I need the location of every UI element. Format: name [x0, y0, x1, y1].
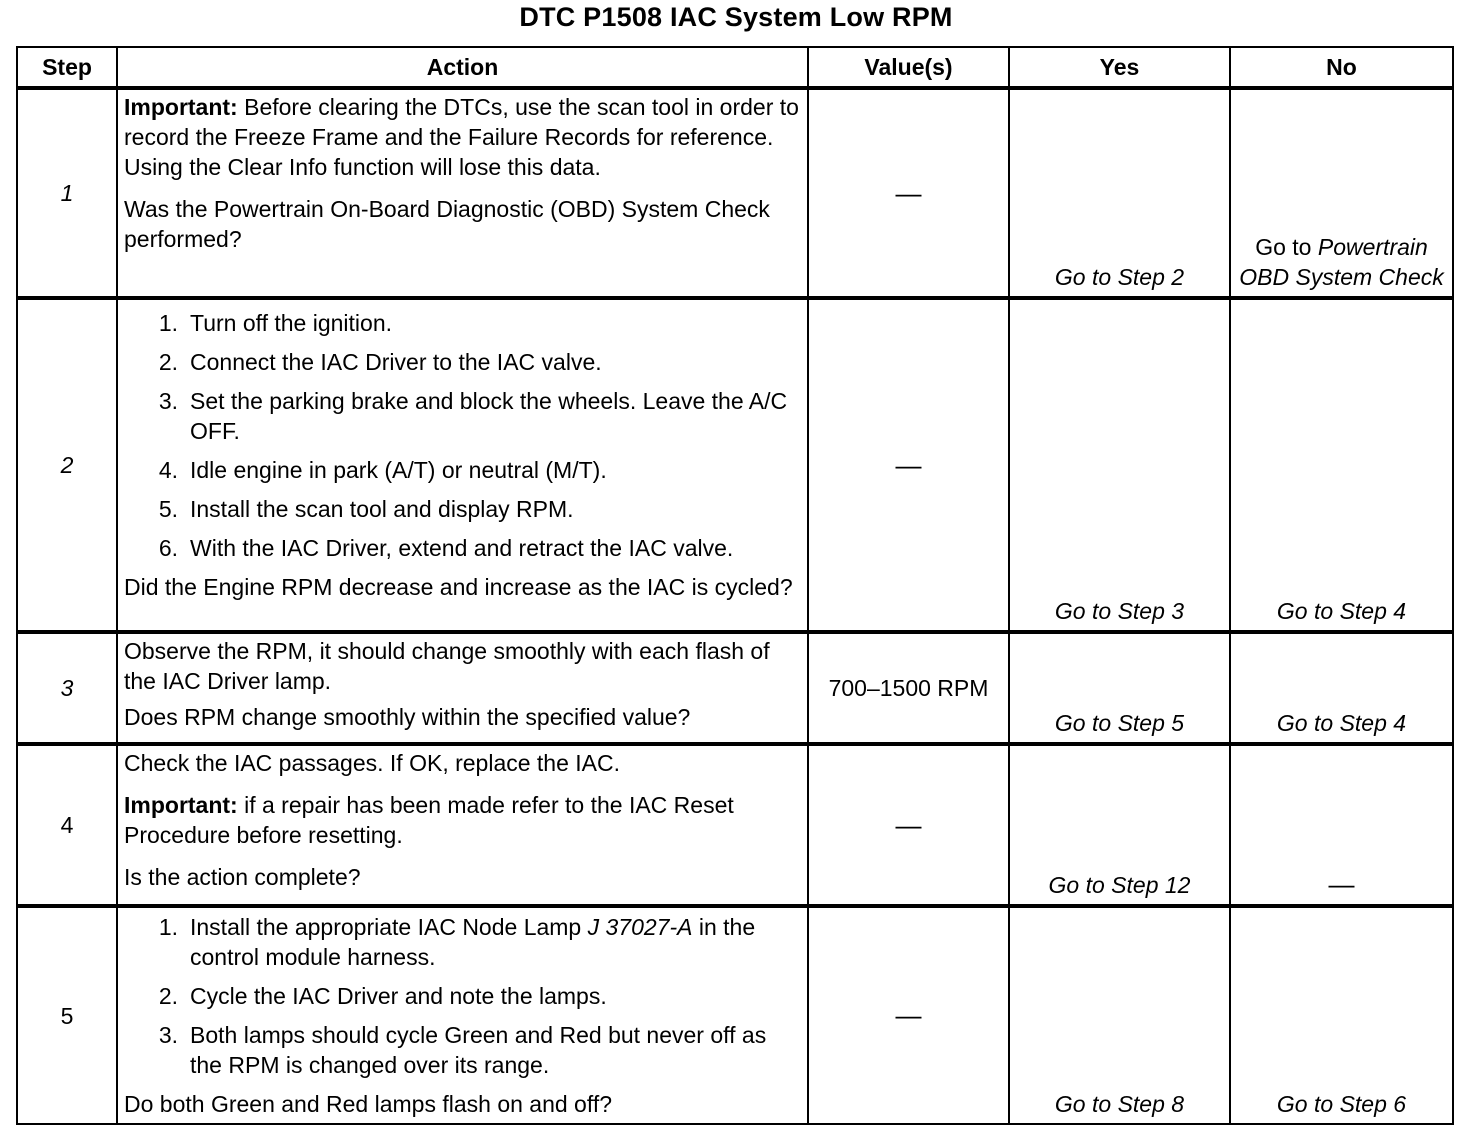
table-row: [17, 88, 1453, 298]
important-text: Before clearing the DTCs, use the scan tool in order to record the Freeze Frame and the Failure Records for reference. Using the Clear Info function will lose this data.: [124, 94, 799, 180]
header-step: Step: [17, 47, 117, 88]
value-cell: [808, 88, 1009, 298]
yes-link[interactable]: Go to Step 2: [1009, 88, 1230, 298]
action-cell: [117, 906, 808, 1124]
value-cell: [808, 906, 1009, 1124]
table-row: [17, 906, 1453, 1124]
no-link-prefix: Go to: [1255, 234, 1318, 260]
step-number: 1: [17, 88, 117, 298]
action-question: Does RPM change smoothly within the specified value?: [124, 704, 691, 730]
diagnostic-table: [16, 46, 1454, 1125]
important-label: Important:: [124, 792, 238, 818]
value-text: —: [895, 177, 922, 208]
no-link-target: Powertrain OBD System Check: [1239, 234, 1444, 290]
action-cell: [117, 632, 808, 744]
action-cell: [117, 88, 808, 298]
table-row: [17, 632, 1453, 744]
header-values: Value(s): [808, 47, 1009, 88]
yes-link[interactable]: Go to Step 8: [1009, 906, 1230, 1124]
value-cell: [808, 298, 1009, 632]
header-yes: Yes: [1009, 47, 1230, 88]
page-title: DTC P1508 IAC System Low RPM: [519, 2, 953, 32]
important-note: [124, 790, 801, 850]
no-link[interactable]: Go to Step 6: [1230, 906, 1453, 1124]
tool-part-number: J 37027-A: [587, 914, 693, 940]
important-text: if a repair has been made refer to the IAC Reset Procedure before resetting.: [124, 792, 734, 848]
procedure-list: [124, 912, 801, 1080]
step-number: 3: [17, 632, 117, 744]
important-label: Important:: [124, 94, 238, 120]
list-item: 5. Install the scan tool and display RPM.: [158, 496, 574, 522]
procedure-list: [124, 308, 801, 563]
list-item: 3. Both lamps should cycle Green and Red but never off as the RPM is changed over its range.: [158, 1022, 767, 1078]
list-item: 1. Install the appropriate IAC Node Lamp J 37027-A in the control module harness.: [158, 914, 756, 970]
no-link: [1230, 744, 1453, 906]
action-cell: [117, 744, 808, 906]
header-row: [17, 47, 1453, 88]
yes-link[interactable]: Go to Step 5: [1009, 632, 1230, 744]
yes-link[interactable]: Go to Step 12: [1009, 744, 1230, 906]
step-number: 5: [17, 906, 117, 1124]
action-question: Is the action complete?: [124, 864, 361, 890]
table-row: [17, 298, 1453, 632]
value-cell: [808, 744, 1009, 906]
action-question: Did the Engine RPM decrease and increase as the IAC is cycled?: [124, 574, 793, 600]
action-cell: [117, 298, 808, 632]
list-item: 4. Idle engine in park (A/T) or neutral (M/T).: [158, 457, 607, 483]
no-link[interactable]: [1230, 88, 1453, 298]
list-item: 2. Connect the IAC Driver to the IAC valve.: [158, 349, 602, 375]
yes-link[interactable]: Go to Step 3: [1009, 298, 1230, 632]
header-no: No: [1230, 47, 1453, 88]
important-note: [124, 92, 801, 182]
value-text: —: [895, 809, 922, 840]
value-cell: [808, 632, 1009, 744]
no-dash: —: [1328, 869, 1355, 899]
action-question: Was the Powertrain On-Board Diagnostic (OBD) System Check performed?: [124, 196, 770, 252]
action-text: Check the IAC passages. If OK, replace the IAC.: [124, 750, 621, 776]
step-number: 4: [17, 744, 117, 906]
action-question: Do both Green and Red lamps flash on and off?: [124, 1091, 613, 1117]
value-text: —: [895, 449, 922, 480]
list-item: 6. With the IAC Driver, extend and retract the IAC valve.: [158, 535, 734, 561]
value-text: —: [895, 1000, 922, 1030]
no-link[interactable]: Go to Step 4: [1230, 298, 1453, 632]
table-row: [17, 744, 1453, 906]
step-number: 2: [17, 298, 117, 632]
list-item: 2. Cycle the IAC Driver and note the lamps.: [158, 983, 607, 1009]
list-item: 1. Turn off the ignition.: [158, 310, 393, 336]
header-action: Action: [117, 47, 808, 88]
action-text: Observe the RPM, it should change smoothly with each flash of the IAC Driver lamp.: [124, 638, 770, 694]
value-text: 700–1500 RPM: [828, 675, 989, 701]
list-item: 3. Set the parking brake and block the wheels. Leave the A/C OFF.: [158, 388, 788, 444]
no-link[interactable]: Go to Step 4: [1230, 632, 1453, 744]
